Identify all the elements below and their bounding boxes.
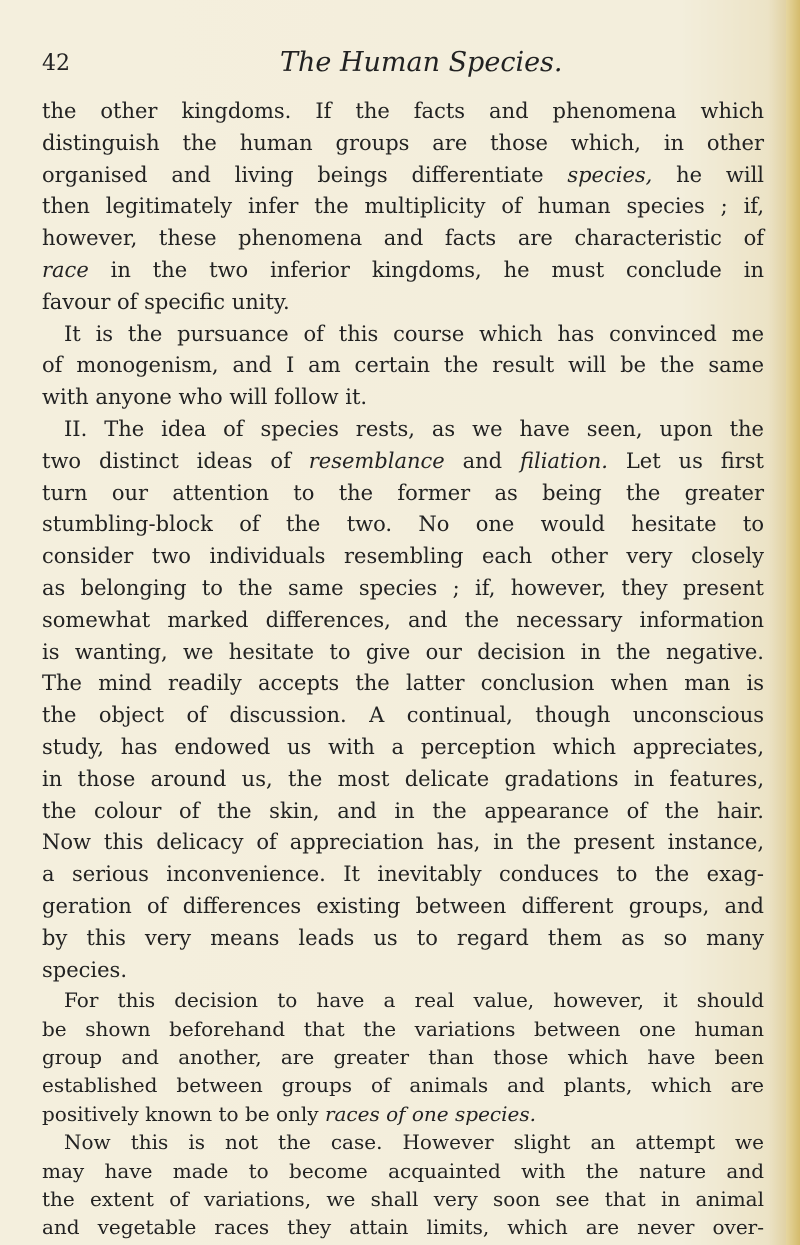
text-line: the extent of variations, we shall very soon see that in animal [42,1187,764,1212]
text-line: stumbling-block of the two. No one would hesitate to [42,512,764,537]
text-line: as belonging to the same species ; if, however, they present [42,575,764,600]
text-line: the other kingdoms. If the facts and phenomena which [42,99,764,123]
text-line: II. The idea of species rests, as we have seen, upon the [64,416,764,441]
text-line: in those around us, the most delicate gradations in features, [42,766,764,791]
text-line: the object of discussion. A continual, though unconscious [42,703,764,728]
page-header [42,47,762,86]
text-line: The mind readily accepts the latter conclusion when man is [42,671,764,696]
text-line: be shown beforehand that the variations between one human [42,1016,764,1041]
text-line: the colour of the skin, and in the appearance of the hair. [42,798,764,823]
page-edge [786,0,800,1245]
text-line: a serious inconvenience. It inevitably conduces to the exag- [42,862,764,887]
text-line: established between groups of animals and plants, which are [42,1073,764,1098]
text-line: race in the two inferior kingdoms, he must conclude in [42,257,764,282]
text-line: turn our attention to the former as being the greater [42,480,764,505]
text-line: group and another, are greater than those which have been [42,1045,764,1070]
text-line: is wanting, we hesitate to give our decision in the negative. [42,639,764,664]
text-line: somewhat marked differences, and the necessary information [42,607,764,632]
page-body [42,96,764,1242]
text-line: favour of specific unity. [42,289,290,314]
text-line: and vegetable races they attain limits, which are never over- [42,1215,764,1240]
text-line: Now this delicacy of appreciation has, in the present instance, [42,830,764,855]
text-line: distinguish the human groups are those which, in other [42,130,764,155]
text-line: with anyone who will follow it. [42,385,368,410]
text-line: study, has endowed us with a perception which appreciates, [42,734,764,759]
text-line: It is the pursuance of this course which has convinced me [64,321,764,346]
text-line: may have made to become acquainted with the nature and [42,1158,764,1183]
text-line: organised and living beings differentiate species, he will [42,162,764,187]
text-line: positively known to be only races of one species. [42,1101,536,1126]
text-line: For this decision to have a real value, however, it should [64,988,764,1013]
text-line: however, these phenomena and facts are characteristic of [42,226,764,251]
text-line: by this very means leads us to regard them as so many [42,925,764,950]
text-line: two distinct ideas of resemblance and filiation. Let us first [42,448,764,473]
text-line: then legitimately infer the multiplicity of human species ; if, [42,194,764,219]
running-title: The Human Species. [280,47,563,78]
text-line: species. [42,957,128,982]
page-number: 42 [42,51,70,76]
text-line: geration of differences existing between different groups, and [42,893,764,918]
text-line: Now this is not the case. However slight an attempt we [64,1130,764,1155]
text-line: of monogenism, and I am certain the result will be the same [42,353,764,378]
text-line: consider two individuals resembling each other very closely [42,544,764,569]
